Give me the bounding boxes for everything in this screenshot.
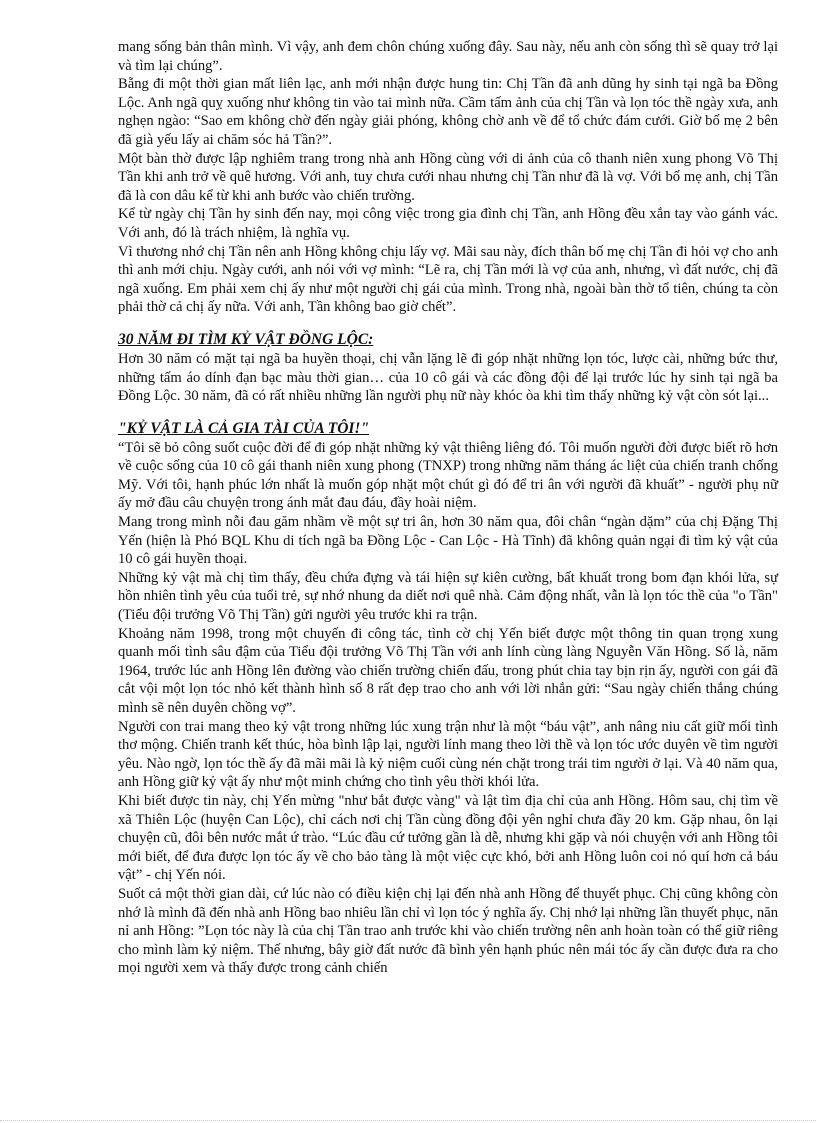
paragraph: Mang trong mình nỗi đau găm nhầm về một sự tri ân, hơn 30 năm qua, đôi chân “ngàn dặm” của chị Đặng Thị Yến (hiện là Phó BQL Khu di tích ngã ba Đồng Lộc - Can Lộc - Hà Tĩnh) đã không quản ngại đi tìm kỷ vật của 10 cô gái huyền thoại. [118,514,778,568]
paragraph: Người con trai mang theo kỷ vật trong những lúc xung trận như là một “báu vật”, anh nâng niu cất giữ mối tình thơ mộng. Chiến tranh kết thúc, hòa bình lập lại, người lính mang theo lời thề và lọn tóc ước duyên về tìm người yêu. Nào ngờ, lọn tóc thề ấy đã mãi mãi là kỷ niệm cuối cùng nén chặt trong trái tim người ở lại. Và 40 năm qua, anh Hồng giữ kỷ vật ấy như một minh chứng cho tình yêu thời khói lửa. [118,718,778,791]
paragraph: Khoảng năm 1998, trong một chuyến đi công tác, tình cờ chị Yến biết được một thông tin quan trọng xung quanh mối tình sâu đậm của Tiểu đội trưởng Võ Thị Tần với anh lính cùng làng Nguyễn Văn Hồng. Số là, năm 1964, trước lúc anh Hồng lên đường vào chiến trường chiến đấu, trong phút chia tay bịn rịn ấy, người con gái đã cắt vội một lọn tóc nhỏ kết thành hình số 8 rất đẹp trao cho anh với lời nhắn gửi: “Sau ngày chiến thắng chúng mình sẽ nên duyên chồng vợ”. [118,625,778,716]
paragraph: mang sống bản thân mình. Vì vậy, anh đem chôn chúng xuống đây. Sau này, nếu anh còn sống thì sẽ quay trở lại và tìm lại chúng”. [118,39,778,74]
section-heading-1: 30 NĂM ĐI TÌM KỶ VẬT ĐỒNG LỘC: [118,330,374,348]
paragraph: Hơn 30 năm có mặt tại ngã ba huyền thoại, chị vẫn lặng lẽ đi góp nhặt những lọn tóc, lược cài, những bức thư, những tấm áo dính đạn bạc màu thời gian… của 10 cô gái và các đồng đội để lại trước lúc hy sinh tại ngã ba Đồng Lộc. 30 năm, đã có rất nhiều những lần người phụ nữ này khóc òa khi tìm thấy những kỷ vật còn sót lại... [118,350,778,405]
paragraph: “Tôi sẽ bỏ công suốt cuộc đời để đi góp nhặt những kỷ vật thiêng liêng đó. Tôi muốn người đời được biết rõ hơn về cuộc sống của 10 cô gái thanh niên xung phong (TNXP) trong những năm tháng ác liệt của chiến tranh chống Mỹ. Với tôi, hạnh phúc lớn nhất là muốn góp nhặt một chút gì đó để tri ân với người đã khuất” - người phụ nữ ấy mở đầu câu chuyện trong ánh mắt đau đáu, đầy hoài niệm. [118,439,778,512]
paragraph: Những kỷ vật mà chị tìm thấy, đều chứa đựng và tái hiện sự kiên cường, bất khuất trong bom đạn khói lửa, sự hồn nhiên tình yêu của tuổi trẻ, sự nhớ nhung da diết nơi quê nhà. Cảm động nhất, vẫn là lọn tóc thề của "o Tần" (Tiểu đội trưởng Võ Thị Tần) gửi người yêu trước khi ra trận. [118,569,778,624]
paragraph: Bẵng đi một thời gian mất liên lạc, anh mới nhận được hung tin: Chị Tần đã anh dũng hy sinh tại ngã ba Đồng Lộc. Anh ngã quỵ xuống như không tin vào tai mình nữa. Cầm tấm ảnh của chị Tần và lọn tóc thề ngày xưa, anh nghẹn ngào: “Sao em không chờ đến ngày giải phóng, không chờ anh về để tổ chức đám cưới. Giờ bố mẹ 2 bên đã già yếu lấy ai chăm sóc hả Tần?”. [118,76,778,148]
paragraph: Khi biết được tin này, chị Yến mừng "như bắt được vàng" và lật tìm địa chỉ của anh Hồng. Hôm sau, chị tìm về xã Thiên Lộc (huyện Can Lộc), chỉ cách nơi chị Tần cùng đồng đội yên nghỉ chưa đầy 20 km. Gặp nhau, ôn lại chuyện cũ, đôi bên nước mắt ứ trào. “Lúc đầu cứ tưởng gần là dễ, nhưng khi gặp và nói chuyện với anh Hồng tôi mới biết, để đưa được lọn tóc ấy về cho bảo tàng là một việc cực khó, bởi anh Hồng luôn coi nó quí hơn cả báu vật” - chị Yến nói. [118,792,778,884]
page-bottom-divider [0,1120,816,1121]
paragraph: Suốt cả một thời gian dài, cứ lúc nào có điều kiện chị lại đến nhà anh Hồng để thuyết phục. Chị cũng không còn nhớ là mình đã đến nhà anh Hồng bao nhiêu lần chỉ vì lọn tóc ý nghĩa ấy. Chị nhớ lại những lần thuyết phục, năn nỉ anh Hồng: ”Lọn tóc này là của chị Tần trao anh trước khi vào chiến trường nên anh hoàn toàn có thể giữ riêng cho mình làm kỷ niệm. Thế nhưng, bây giờ đất nước đã bình yên hạnh phúc nên mái tóc ấy cần được đưa ra cho mọi người xem và thấy được trong cảnh chiến [118,885,778,977]
paragraph: Một bàn thờ được lập nghiêm trang trong nhà anh Hồng cùng với di ảnh của cô thanh niên xung phong Võ Thị Tần khi anh trở về quê hương. Với anh, tuy chưa cưới nhau nhưng chị Tần như đã là vợ. Với bố mẹ anh, chị Tần đã là con dâu kể từ khi anh bước vào chiến trường. [118,150,778,204]
section-heading-2: "KỶ VẬT LÀ CẢ GIA TÀI CỦA TÔI!" [118,419,370,437]
paragraph: Kể từ ngày chị Tần hy sinh đến nay, mọi công việc trong gia đình chị Tần, anh Hồng đều xắn tay vào gánh vác. Với anh, đó là trách nhiệm, là nghĩa vụ. [118,206,778,241]
document-page [118,38,778,978]
paragraph: Vì thương nhớ chị Tần nên anh Hồng không chịu lấy vợ. Mãi sau này, đích thân bố mẹ chị Tần đi hỏi vợ cho anh thì anh mới chịu. Ngày cưới, anh nói với vợ mình: “Lẽ ra, chị Tần mới là vợ của anh, nhưng, vì đất nước, chị đã ngã xuống. Em phải xem chị ấy như một người chị gái của mình. Trong nhà, ngoài bàn thờ tổ tiên, chúng ta còn phải thờ cả chị ấy nữa. Với anh, Tần không bao giờ chết”. [118,243,778,316]
